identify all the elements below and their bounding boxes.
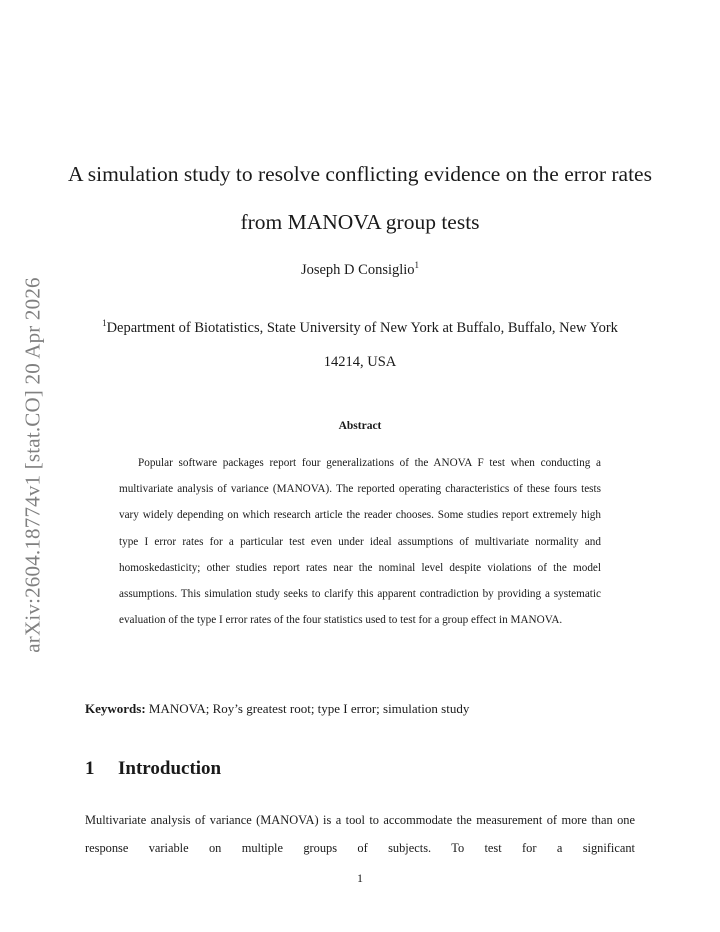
affiliation-marker: 1	[102, 318, 107, 329]
author-affiliation-marker: 1	[414, 260, 420, 271]
arxiv-identifier-stamp: arXiv:2604.18774v1 [stat.CO] 20 Apr 2026	[20, 277, 45, 653]
page-number: 1	[357, 871, 363, 885]
abstract-heading: Abstract	[338, 420, 382, 432]
section-title: Introduction	[118, 758, 222, 779]
keywords	[85, 701, 635, 717]
keywords-text: MANOVA; Roy’s greatest root; type I error; simulation study	[148, 701, 470, 716]
author-name: Joseph D Consiglio	[300, 262, 415, 278]
keywords-label: Keywords:	[85, 701, 146, 716]
paper-title: A simulation study to resolve conflicting evidence on the error rates from MANOVA group tests	[68, 162, 652, 234]
abstract-text: Popular software packages report four generalizations of the ANOVA F test when conducting a multivariate analysis of variance (MANOVA). The reported operating characteristics of these fours tests vary widely depending on which research article the reader chooses. Some studies report extremely high type I error rates for a particular test even under ideal assumptions of multivariate normality and homoskedasticity; other studies report rates near the nominal level despite violations of the model assumptions. This simulation study seeks to clarify this apparent contradiction by providing a systematic evaluation of the type I error rates of the four statistics used to test for a group effect in MANOVA.	[119, 457, 601, 627]
section-heading	[85, 758, 221, 780]
affiliation-text: Department of Biotatistics, State University of New York at Buffalo, Buffalo, New York 14214, USA	[106, 320, 618, 370]
introduction-paragraph: Multivariate analysis of variance (MANOVA) is a tool to accommodate the measurement of more than one response variable on multiple groups of subjects. To test for a significant	[85, 813, 635, 855]
author-line	[60, 262, 660, 279]
affiliation	[90, 311, 630, 379]
section-number: 1	[85, 758, 95, 779]
